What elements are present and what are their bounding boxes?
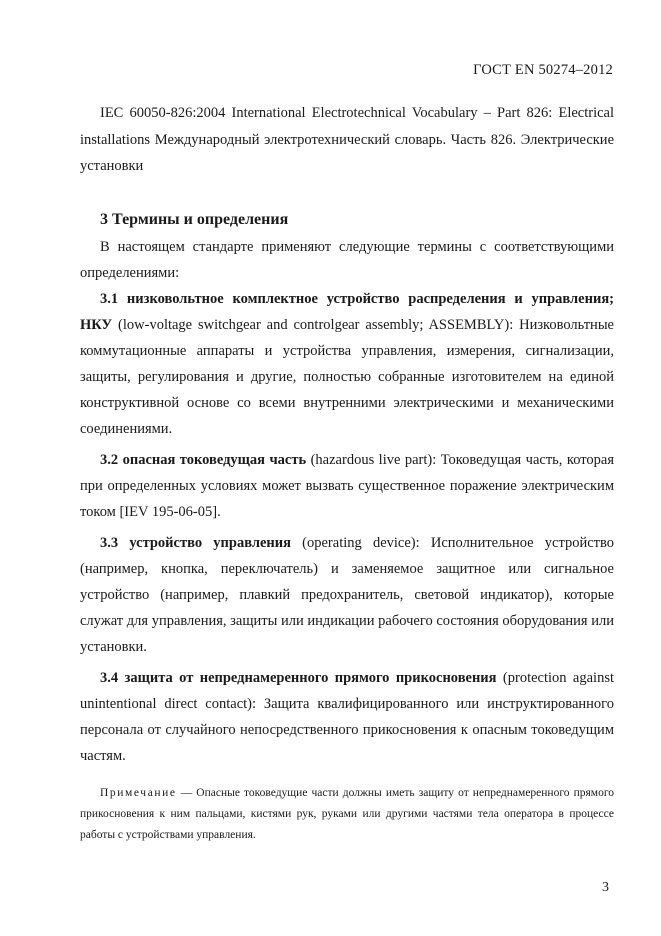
term-entry-3-3 — [80, 530, 614, 660]
note-label: Примечание — [100, 786, 177, 799]
term-name: 3.3 устройство управления — [100, 534, 291, 551]
term-name: 3.4 защита от непреднамеренного прямого прикосновения — [100, 669, 497, 686]
term-entry-3-2 — [80, 447, 614, 525]
term-entry-3-1 — [80, 286, 614, 442]
term-definition: (operating device): Исполнительное устройство (например, кнопка, переключатель) и заменяемое защитное или сигнальное устройство (например, плавкий предохранитель, световой индикатор), которые служат для управления, защиты или индикации рабочего состояния оборудования или установки. — [80, 534, 615, 655]
page-number: 3 — [602, 880, 609, 895]
term-entry-3-4 — [80, 665, 614, 769]
note — [80, 783, 614, 846]
term-definition: (hazardous live part): Токоведущая часть, которая при определенных условиях может вызвать существенное поражение электрическим током [IEV 195-06-05]. — [80, 451, 614, 520]
note-text: — Опасные токоведущие части должны иметь защиту от непреднамеренного прямого прикосновения к ним пальцами, кистями рук, руками или другими частями тела оператора в процессе работы с устройствами управления. — [80, 786, 614, 841]
normative-reference: IEC 60050-826:2004 International Electrotechnical Vocabulary – Part 826: Electrical installations Международный электротехнический словарь. Часть 826. Электрические установки — [80, 105, 614, 174]
term-definition: (protection against unintentional direct contact): Защита квалифицированного или инструктированного персонала от случайного непосредственного прикосновения к опасным токоведущим частям. — [80, 669, 614, 764]
term-name: 3.1 низковольтное комплектное устройство распределения и управления; НКУ — [80, 290, 614, 333]
page-body — [80, 100, 614, 846]
term-name: 3.2 опасная токоведущая часть — [100, 451, 307, 468]
section-heading: 3 Термины и определения — [100, 210, 289, 228]
term-definition: (low-voltage switchgear and controlgear assembly; ASSEMBLY): Низковольтные коммутационные аппараты и устройства управления, измерения, сигнализации, защиты, регулирования и другие, полностью собранные изготовителем на единой конструктивной основе со всеми внутренними электрическими и механическими соединениями. — [80, 316, 614, 437]
standard-designation: ГОСТ EN 50274–2012 — [473, 62, 613, 78]
section-intro: В настоящем стандарте применяют следующие термины с соответствующими определениями: — [80, 238, 614, 281]
